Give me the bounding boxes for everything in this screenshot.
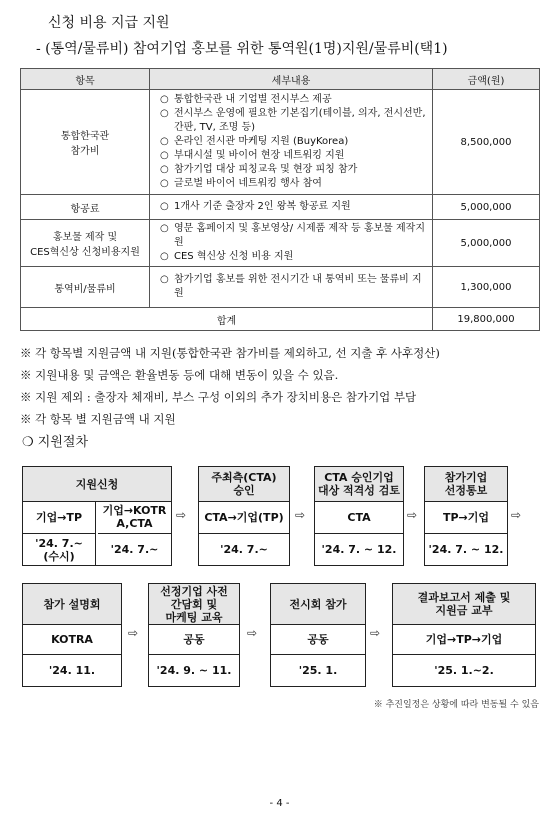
arrow-icon: ⇨ [511, 508, 522, 522]
row-details [150, 267, 433, 308]
row-item: 통합한국관 참가비 [21, 90, 150, 195]
step-application [22, 466, 172, 566]
step-who: 기업→KOTR A,CTA [98, 501, 171, 534]
total-amount: 19,800,000 [433, 308, 540, 331]
detail-item: ○ 통합한국관 내 기업별 전시부스 제공 [174, 93, 428, 107]
step-approval [198, 466, 290, 566]
step-who: CTA→기업(TP) [199, 501, 289, 534]
step-who: CTA [315, 501, 403, 534]
table-row [21, 90, 540, 195]
table-row [21, 267, 540, 308]
total-row [21, 308, 540, 331]
step-when: '25. 1.~2. [434, 664, 494, 677]
step-title: 참가 설명회 [23, 584, 121, 625]
procedure-title: ❍ 지원절차 [22, 435, 89, 450]
detail-item: ○ 부대시설 및 바이어 현장 네트워킹 지원 [174, 149, 428, 163]
table-row [21, 195, 540, 220]
step-when: '24. 9. ~ 11. [156, 664, 232, 677]
step-when: '24. 7. ~ 12. [321, 543, 397, 556]
step-who: 공동 [271, 624, 365, 655]
arrow-icon: ⇨ [295, 508, 306, 522]
step-notification [424, 466, 508, 566]
note-item: ※ 각 항목 별 지원금액 내 지원 [20, 412, 176, 426]
arrow-icon: ⇨ [247, 626, 258, 640]
step-pre-meeting [148, 583, 240, 687]
note-item: ※ 각 항목별 지원금액 내 지원(통합한국관 참가비를 제외하고, 선 지출 후 사후정산) [20, 346, 440, 360]
step-who: 공동 [149, 624, 239, 655]
note-item: ※ 지원 제외 : 출장자 체재비, 부스 구성 이외의 추가 장치비용은 참가기업 부담 [20, 390, 417, 404]
step-title: 전시회 참가 [271, 584, 365, 625]
row-item: 홍보물 제작 및 CES혁신상 신청비용지원 [21, 220, 150, 267]
row-amount: 5,000,000 [433, 195, 540, 220]
row-item: 통역비/물류비 [21, 267, 150, 308]
step-exhibition [270, 583, 366, 687]
row-amount: 5,000,000 [433, 220, 540, 267]
row-details [150, 90, 433, 195]
step-title: 참가기업 선정통보 [425, 467, 507, 502]
arrow-icon: ⇨ [407, 508, 418, 522]
step-who: KOTRA [23, 624, 121, 655]
step-when: '24. 7.~ [110, 543, 159, 556]
step-eligibility [314, 466, 404, 566]
step-briefing [22, 583, 122, 687]
row-amount: 1,300,000 [433, 267, 540, 308]
detail-item: ○ CES 혁신상 신청 비용 지원 [174, 250, 428, 264]
step-title: CTA 승인기업 대상 적격성 검토 [315, 467, 403, 502]
step-when: '25. 1. [298, 664, 338, 677]
step-title: 결과보고서 제출 및 지원금 교부 [393, 584, 535, 625]
step-when: '24. 7.~ [220, 543, 268, 556]
row-details [150, 195, 433, 220]
row-details [150, 220, 433, 267]
detail-item: ○ 참가기업 홍보를 위한 전시기간 내 통역비 또는 물류비 지원 [174, 273, 428, 301]
step-who: 기업→TP→기업 [393, 624, 535, 655]
step-title: 선정기업 사전 간담회 및 마케팅 교육 [149, 584, 239, 625]
schedule-footnote: ※ 추진일정은 상황에 따라 변동될 수 있음 [373, 700, 539, 710]
note-item: ※ 지원내용 및 금액은 환율변동 등에 대해 변동이 있을 수 있음. [20, 368, 339, 382]
step-title: 지원신청 [23, 467, 171, 502]
arrow-icon: ⇨ [370, 626, 381, 640]
total-label: 합계 [21, 308, 433, 331]
arrow-icon: ⇨ [128, 626, 139, 640]
header-details: 세부내용 [150, 69, 433, 90]
step-who: TP→기업 [425, 501, 507, 534]
step-when: '24. 7. ~ 12. [428, 543, 504, 556]
header-amount: 금액(원) [433, 69, 540, 90]
arrow-icon: ⇨ [176, 508, 187, 522]
notes-list [20, 342, 440, 430]
step-when: '24. 11. [48, 664, 96, 677]
table-row [21, 220, 540, 267]
detail-item: ○ 1개사 기준 출장자 2인 왕복 항공료 지원 [174, 200, 428, 214]
header-item: 항목 [21, 69, 150, 90]
section-subheading: - (통역/물류비) 참여기업 홍보를 위한 통역원(1명)지원/물류비(택1) [36, 41, 448, 57]
detail-item: ○ 전시부스 운영에 필요한 기본집기(테이블, 의자, 전시선반, 간판, TV, 조명 등) [174, 107, 428, 135]
table-header-row [21, 69, 540, 90]
detail-item: ○ 온라인 전시관 마케팅 지원 (BuyKorea) [174, 135, 428, 149]
detail-item: ○ 영문 홈페이지 및 홍보영상/ 시제품 제작 등 홍보물 제작지원 [174, 222, 428, 250]
detail-item: ○ 참가기업 대상 피칭교육 및 현장 피칭 참가 [174, 163, 428, 177]
row-amount: 8,500,000 [433, 90, 540, 195]
page-number: - 4 - [269, 798, 290, 809]
step-report [392, 583, 536, 687]
detail-item: ○ 글로벌 바이어 네트워킹 행사 참여 [174, 177, 428, 191]
step-when: '24. 7.~ (수시) [23, 533, 96, 566]
section-heading: 신청 비용 지급 지원 [48, 15, 170, 31]
budget-table [20, 68, 540, 331]
step-title: 주최측(CTA) 승인 [199, 467, 289, 502]
row-item: 항공료 [21, 195, 150, 220]
step-who: 기업→TP [23, 501, 96, 534]
